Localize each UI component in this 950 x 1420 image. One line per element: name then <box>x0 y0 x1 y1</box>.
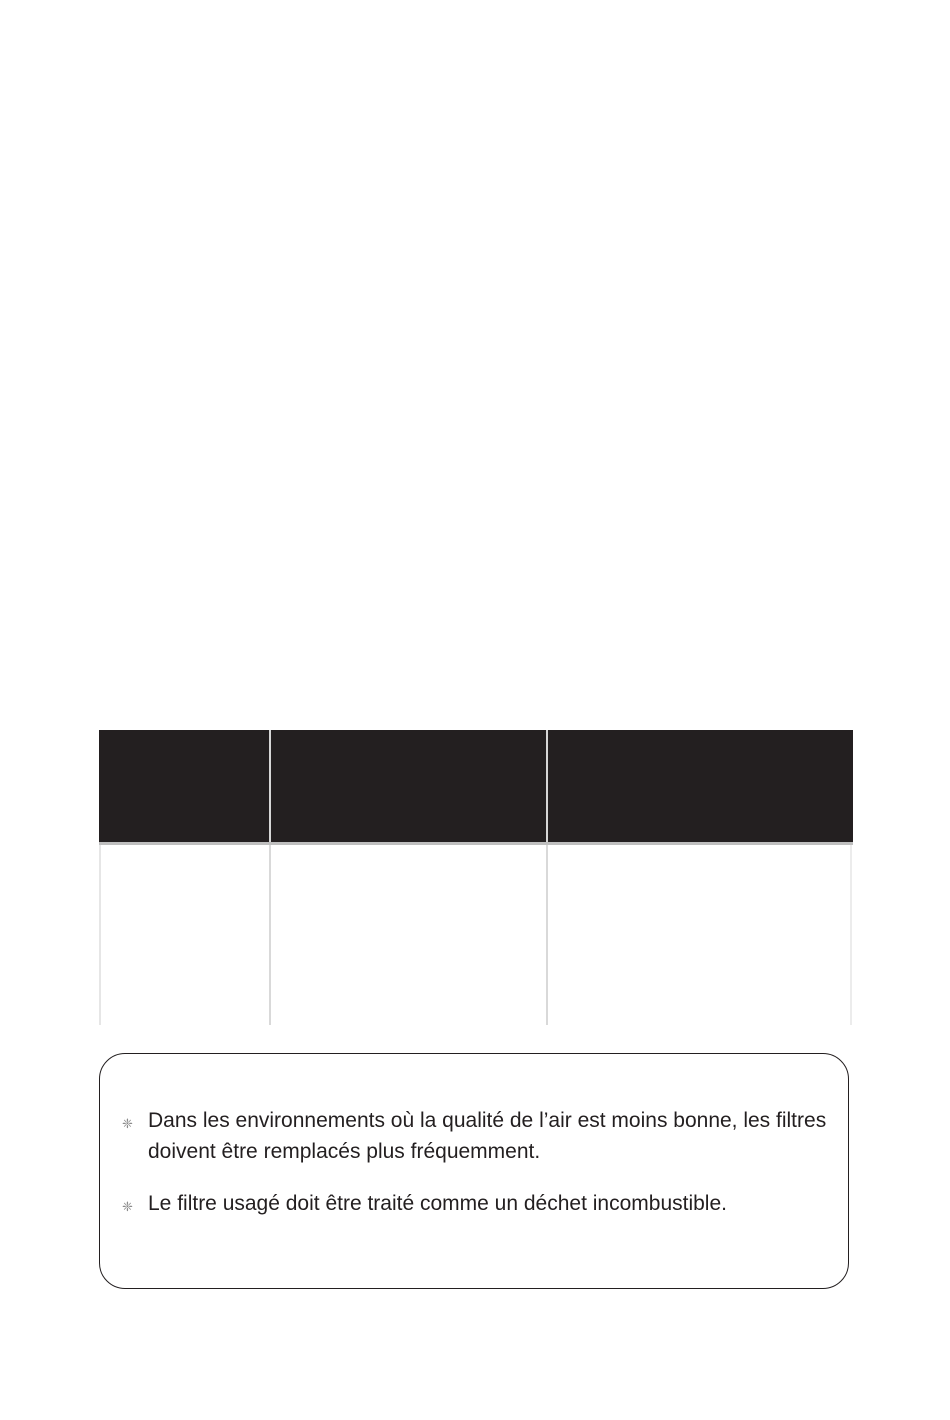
note-box <box>99 1053 849 1289</box>
note-text: Le filtre usagé doit être traité comme un déchet incombustible. <box>148 1192 727 1215</box>
table-header-cell <box>271 730 546 844</box>
note-item <box>122 1105 828 1167</box>
column-divider <box>99 845 101 1025</box>
asterisk-bullet-icon: ❈ <box>122 1116 133 1131</box>
table-header <box>99 730 853 844</box>
table-cell <box>99 845 269 1025</box>
table-header-cell <box>99 730 269 844</box>
column-divider <box>546 845 548 1025</box>
filter-table <box>99 730 853 1025</box>
table-cell <box>271 845 546 1025</box>
asterisk-bullet-icon: ❈ <box>122 1199 133 1214</box>
column-divider <box>850 845 852 1025</box>
note-text: Dans les environnements où la qualité de l’air est moins bonne, les filtres doivent être remplacés plus fréquemment. <box>148 1109 827 1163</box>
header-column-divider <box>269 730 271 844</box>
table-cell <box>548 845 853 1025</box>
table-row <box>99 845 853 1025</box>
header-column-divider <box>546 730 548 844</box>
column-divider <box>269 845 271 1025</box>
note-item <box>122 1188 828 1222</box>
table-header-cell <box>548 730 853 844</box>
